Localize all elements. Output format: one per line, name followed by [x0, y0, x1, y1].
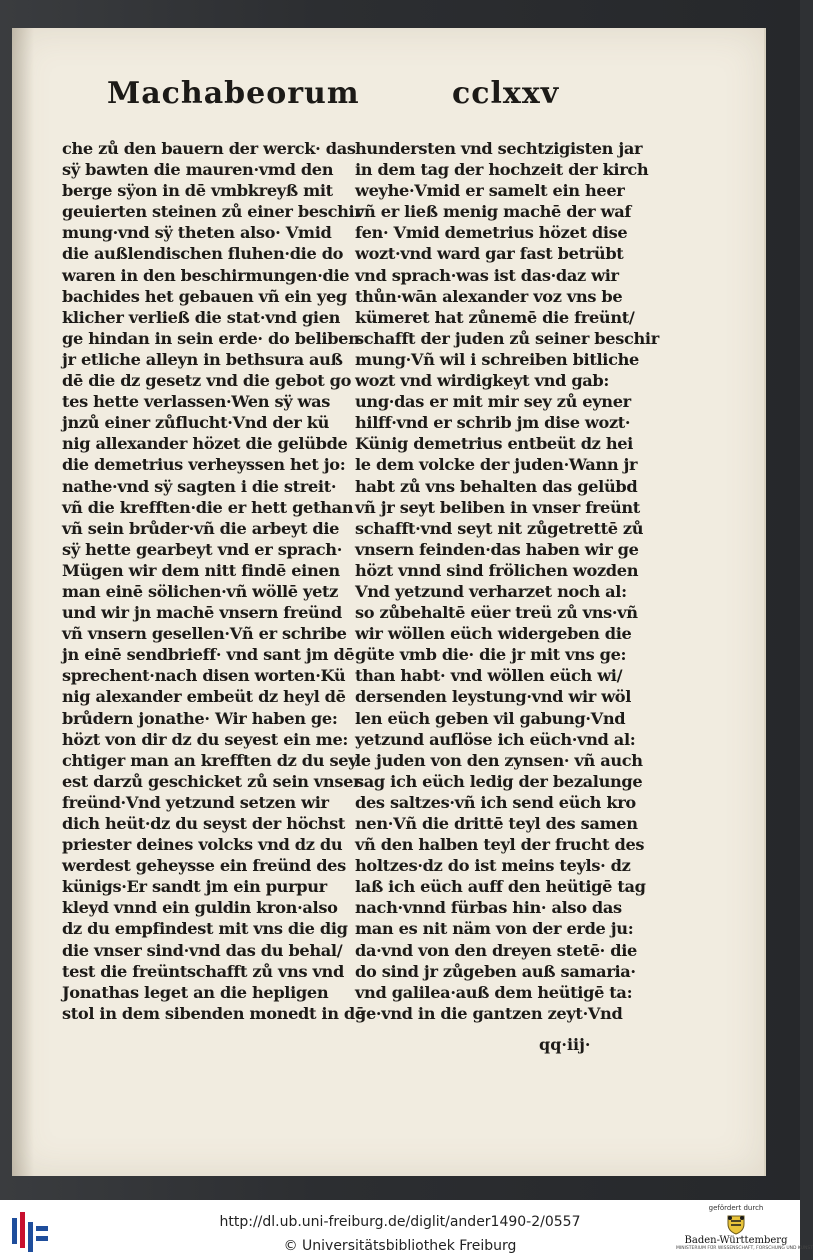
text-line: yetzund auflöse ich eüch·vnd al:	[355, 729, 636, 749]
text-line: brůdern jonathe· Wir haben ge:	[62, 708, 338, 728]
text-line: die vnser sind·vnd das du behal/	[62, 940, 343, 960]
text-line: da·vnd von den dreyen stetē· die	[355, 940, 637, 960]
text-line: hözt vnnd sind frölichen wozden	[355, 560, 639, 580]
text-line: des saltzes·vñ ich send eüch kro	[355, 792, 636, 812]
text-line: mung·Vñ wil i schreiben bitliche	[355, 349, 639, 369]
text-line: stol in dem sibenden monedt in dē	[62, 1003, 365, 1023]
text-line: test die freüntschafft zů vns vnd	[62, 961, 344, 981]
text-line: sag ich eüch ledig der bezalunge	[355, 771, 643, 791]
text-line: vñ sein brůder·vñ die arbeyt die	[62, 518, 340, 538]
text-line: sprechent·nach disen worten·Kü	[62, 666, 346, 686]
text-line: schafft·vnd seyt nit zůgetrettē zů	[355, 518, 644, 538]
text-line: weyhe·Vmid er samelt ein heer	[355, 181, 625, 201]
right-text-column	[355, 138, 659, 1024]
text-line: ung·das er mit mir sey zů eyner	[355, 392, 631, 412]
text-line: ge hindan in sein erde· do beliben	[62, 328, 360, 348]
text-line: und wir jn machē vnsern freünd	[62, 603, 342, 623]
text-line: bachides het gebauen vñ ein yeg	[62, 286, 347, 306]
text-line: ge·vnd in die gantzen zeyt·Vnd	[355, 1003, 623, 1023]
permalink-url[interactable]: http://dl.ub.uni-freiburg.de/diglit/ander1490-2/0557	[219, 1214, 581, 1230]
text-line: in dem tag der hochzeit der kirch	[355, 160, 649, 180]
text-line: man es nit näm von der erde ju:	[355, 919, 634, 939]
text-line: che zů den bauern der werck· das	[62, 139, 356, 158]
text-line: man einē sölichen·vñ wöllē yetz	[62, 581, 339, 601]
text-line: le juden von den zynsen· vñ auch	[355, 750, 643, 770]
viewer-footer	[0, 1200, 813, 1260]
text-line: die demetrius verheyssen het jo:	[62, 455, 346, 475]
signature-mark: qq·iij·	[539, 1035, 591, 1054]
text-line: die außlendischen fluhen·die do	[62, 244, 344, 264]
text-line: sÿ hette gearbeyt vnd er sprach·	[62, 539, 342, 559]
text-line: nach·vnnd fürbas hin· also das	[355, 898, 622, 918]
text-line: than habt· vnd wöllen eüch wi/	[355, 666, 623, 686]
text-line: habt zů vns behalten das gelübd	[355, 476, 638, 496]
text-line: hundersten vnd sechtzigisten jar	[355, 139, 643, 158]
text-line: fen· Vmid demetrius hözet dise	[355, 223, 628, 243]
text-line: güte vmb die· die jr mit vns ge:	[355, 645, 627, 665]
text-line: sÿ bawten die mauren·vmd den	[62, 160, 334, 180]
text-line: dē die dz gesetz vnd die gebot go	[62, 371, 352, 391]
text-line: Jonathas leget an die hepligen	[62, 982, 329, 1002]
text-line: vnd galilea·auß dem heütigē ta:	[355, 982, 633, 1002]
book-page	[12, 28, 766, 1176]
text-line: schafft der juden zů seiner beschir	[355, 328, 659, 348]
sponsor-name: Baden-Württemberg	[684, 1235, 788, 1246]
text-line: tes hette verlassen·Wen sÿ was	[62, 392, 331, 412]
text-line: vñ er ließ menig machē der waf	[355, 202, 631, 222]
sponsor-block	[676, 1204, 813, 1258]
running-head-left: Machabeorum	[107, 76, 360, 111]
text-line: thůn·wān alexander voz vns be	[355, 286, 623, 306]
text-line: Vnd yetzund verharzet noch al:	[355, 581, 627, 601]
copyright-notice: © Universitätsbibliothek Freiburg	[283, 1238, 517, 1254]
left-text-column	[62, 138, 365, 1024]
text-line: hözt von dir dz du seyest ein me:	[62, 729, 349, 749]
text-line: len eüch geben vil gabung·Vnd	[355, 708, 626, 728]
text-line: wozt·vnd ward gar fast betrübt	[355, 244, 624, 264]
text-line: vnsern feinden·das haben wir ge	[355, 539, 639, 559]
text-line: vñ den halben teyl der frucht des	[355, 835, 645, 855]
text-line: vñ die krefften·die er hett gethan	[62, 497, 354, 517]
text-line: jr etliche alleyn in bethsura auß	[62, 349, 343, 369]
text-line: waren in den beschirmungen·die	[62, 265, 350, 285]
text-line: est darzů geschicket zů sein vnser	[62, 771, 362, 791]
text-line: dz du empfindest mit vns die dig	[62, 919, 348, 939]
text-line: chtiger man an krefften dz du sey	[62, 750, 358, 770]
text-line: nig alexander embeüt dz heyl dē	[62, 687, 346, 707]
text-line: jnzů einer zůflucht·Vnd der kü	[62, 413, 330, 433]
text-line: wir wöllen eüch widergeben die	[355, 624, 632, 644]
text-line: kümeret hat zůnemē die freünt/	[355, 307, 635, 327]
text-line: werdest geheysse ein freünd des	[62, 856, 346, 876]
text-line: laß ich eüch auff den heütigē tag	[355, 877, 646, 897]
text-line: künigs·Er sandt jm ein purpur	[62, 877, 327, 897]
sponsor-ministry: MINISTERIUM FÜR WISSENSCHAFT, FORSCHUNG UND KUNST	[676, 1246, 813, 1251]
text-line: wozt vnd wirdigkeyt vnd gab:	[355, 371, 610, 391]
text-line: jn einē sendbrieff· vnd sant jm dē	[62, 645, 355, 665]
text-line: nig allexander hözet die gelübde	[62, 434, 348, 454]
sponsor-label: gefördert durch	[708, 1204, 764, 1212]
text-line: mung·vnd sÿ theten also· Vmid	[62, 223, 332, 243]
text-line: Künig demetrius entbeüt dz hei	[355, 434, 633, 454]
text-line: geuierten steinen zů einer beschir	[62, 202, 363, 222]
text-line: klicher verließ die stat·vnd gien	[62, 307, 341, 327]
text-line: holtzes·dz do ist meins teyls· dz	[355, 856, 631, 876]
text-line: freünd·Vnd yetzund setzen wir	[62, 792, 329, 812]
text-line: hilff·vnd er schrib jm dise wozt·	[355, 413, 631, 433]
text-line: vnd sprach·was ist das·daz wir	[355, 265, 619, 285]
text-line: nen·Vñ die drittē teyl des samen	[355, 814, 638, 833]
text-line: do sind jr zůgeben auß samaria·	[355, 961, 636, 981]
text-line: vñ vnsern gesellen·Vñ er schribe	[62, 624, 347, 644]
text-line: Mügen wir dem nitt findē einen	[62, 560, 340, 580]
text-line: dersenden leystung·vnd wir wöl	[355, 687, 632, 707]
text-line: berge sÿon in dē vmbkreyß mit	[62, 181, 333, 201]
text-line: vñ jr seyt beliben in vnser freünt	[355, 497, 640, 517]
baden-wuerttemberg-crest-icon	[725, 1213, 747, 1235]
text-line: nathe·vnd sÿ sagten i die streit·	[62, 476, 337, 496]
text-line: le dem volcke der juden·Wann jr	[355, 455, 638, 475]
text-line: kleyd vnnd ein guldin kron·also	[62, 898, 338, 918]
running-head-right: cclxxv	[452, 76, 560, 111]
text-line: priester deines volcks vnd dz du	[62, 835, 343, 855]
text-line: so zůbehaltē eüer treü zů vns·vñ	[355, 603, 638, 623]
text-line: dich heüt·dz du seyst der höchst	[62, 814, 345, 833]
